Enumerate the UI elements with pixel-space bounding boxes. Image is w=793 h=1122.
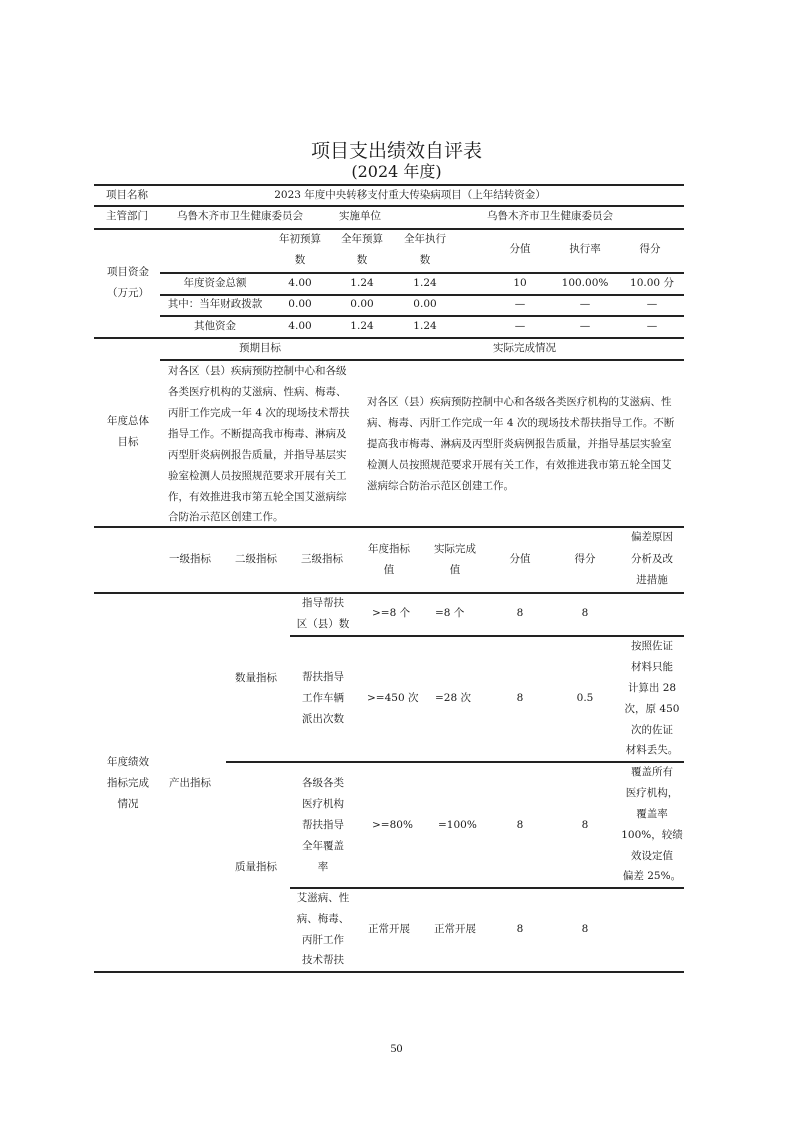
document-subtitle: (2024 年度) bbox=[351, 162, 442, 181]
funds-header-score-value: 分值 bbox=[509, 243, 531, 255]
target-value: >=450 次 bbox=[367, 692, 419, 704]
funds-row-score-value: — bbox=[514, 320, 526, 332]
deviation-text: 次，原 450 bbox=[624, 703, 680, 715]
header-level2: 二级指标 bbox=[235, 553, 277, 565]
deviation-text: 100%，较绩 bbox=[621, 829, 683, 841]
text-line: 合防治示范区创建工作。 bbox=[168, 511, 284, 523]
score-value: 8 bbox=[516, 607, 524, 619]
level2-quality-label: 质量指标 bbox=[235, 861, 277, 873]
project-name-value: 2023 年度中央转移支付重大传染病项目（上年结转资金） bbox=[274, 189, 546, 201]
funds-header-executed: 数 bbox=[419, 254, 431, 266]
impl-value: 乌鲁木齐市卫生健康委员会 bbox=[487, 210, 613, 222]
text-line: 丙型肝炎病例报告质量，并指导基层实 bbox=[168, 449, 347, 461]
level3-text: 病、梅毒、 bbox=[296, 913, 350, 925]
target-value: >=8 个 bbox=[372, 607, 411, 619]
level3-text: 率 bbox=[317, 861, 329, 873]
performance-section-label: 指标完成 bbox=[107, 777, 149, 789]
dept-label: 主管部门 bbox=[106, 210, 148, 222]
performance-section-label: 情况 bbox=[117, 798, 139, 810]
funds-row-score-value: 10 bbox=[513, 277, 527, 289]
performance-section-label: 年度绩效 bbox=[107, 756, 149, 768]
rule-bottom bbox=[94, 971, 684, 973]
text-line: 各类医疗机构的艾滋病、性病、梅毒、 bbox=[168, 386, 347, 398]
level3-text: 丙肝工作 bbox=[302, 934, 344, 946]
text-line: 提高我市梅毒、淋病及丙型肝炎病例报告质量，并指导基层实验室 bbox=[367, 438, 672, 450]
deviation-text: 偏差 25%。 bbox=[622, 870, 682, 882]
funds-row-rate: — bbox=[579, 298, 591, 310]
rule bbox=[94, 592, 684, 594]
level3-text: 派出次数 bbox=[302, 713, 344, 725]
funds-row-initial: 4.00 bbox=[288, 277, 312, 289]
text-line: 指导工作。不断提高我市梅毒、淋病及 bbox=[168, 428, 347, 440]
funds-header-rate: 执行率 bbox=[569, 243, 601, 255]
project-name-label: 项目名称 bbox=[106, 189, 148, 201]
deviation-text: 材料只能 bbox=[631, 661, 673, 673]
text-line: 检测人员按照规范要求开展有关工作，有效推进我市第五轮全国艾 bbox=[367, 459, 672, 471]
deviation-text: 效设定值 bbox=[631, 850, 673, 862]
deviation-text: 按照佐证 bbox=[631, 640, 673, 652]
header-actual: 实际完成 bbox=[434, 543, 476, 555]
header-deviation: 进措施 bbox=[636, 574, 668, 586]
funds-row-name: 其他资金 bbox=[194, 320, 236, 332]
target-value: >=80% bbox=[372, 819, 413, 831]
header-target: 值 bbox=[383, 564, 395, 576]
level3-text: 区（县）数 bbox=[296, 618, 350, 630]
funds-row-score: — bbox=[646, 320, 658, 332]
funds-label: 项目资金 bbox=[107, 266, 149, 278]
level2-quantity-label: 数量指标 bbox=[235, 672, 277, 684]
funds-header-initial: 年初预算 bbox=[279, 233, 321, 245]
goals-label: 年度总体 bbox=[107, 415, 149, 427]
score: 8 bbox=[581, 923, 589, 935]
funds-row-rate: 100.00% bbox=[561, 277, 609, 289]
target-value: 正常开展 bbox=[368, 923, 410, 935]
header-score-value: 分值 bbox=[509, 553, 531, 565]
actual-value: =100% bbox=[438, 819, 477, 831]
funds-row-annual: 1.24 bbox=[350, 320, 374, 332]
dept-value: 乌鲁木齐市卫生健康委员会 bbox=[177, 210, 303, 222]
header-deviation: 偏差原因 bbox=[631, 531, 673, 543]
deviation-text: 覆盖率 bbox=[636, 808, 668, 820]
expected-goal-header: 预期目标 bbox=[239, 342, 281, 354]
level1-output-label: 产出指标 bbox=[169, 777, 211, 789]
rule bbox=[94, 526, 684, 528]
deviation-text: 覆盖所有 bbox=[631, 766, 673, 778]
actual-result-header: 实际完成情况 bbox=[493, 342, 556, 354]
deviation-text: 计算出 28 bbox=[627, 682, 677, 694]
level3-text: 医疗机构 bbox=[302, 798, 344, 810]
score-value: 8 bbox=[516, 819, 524, 831]
text-line: 滋病综合防治示范区创建工作。 bbox=[367, 480, 514, 492]
actual-value: =28 次 bbox=[435, 692, 471, 704]
header-actual: 值 bbox=[449, 564, 461, 576]
funds-row-score: 10.00 分 bbox=[630, 277, 674, 289]
header-level1: 一级指标 bbox=[169, 553, 211, 565]
level3-text: 帮扶指导 bbox=[302, 819, 344, 831]
funds-row-initial: 0.00 bbox=[288, 298, 312, 310]
funds-row-score-value: — bbox=[514, 298, 526, 310]
score-value: 8 bbox=[516, 692, 524, 704]
page-number: 50 bbox=[390, 1041, 403, 1055]
funds-row-executed: 0.00 bbox=[413, 298, 437, 310]
funds-header-annual: 全年预算 bbox=[341, 233, 383, 245]
funds-label-unit: （万元） bbox=[107, 287, 149, 299]
rule bbox=[226, 761, 684, 763]
level3-text: 帮扶指导 bbox=[302, 671, 344, 683]
funds-row-annual: 0.00 bbox=[350, 298, 374, 310]
deviation-text: 医疗机构， bbox=[625, 787, 679, 799]
actual-value: =8 个 bbox=[435, 607, 465, 619]
level3-text: 技术帮扶 bbox=[302, 954, 344, 966]
score: 8 bbox=[581, 819, 589, 831]
level3-text: 指导帮扶 bbox=[302, 597, 344, 609]
goals-label: 目标 bbox=[117, 436, 139, 448]
level3-text: 各级各类 bbox=[302, 777, 344, 789]
level3-text: 全年覆盖 bbox=[302, 840, 344, 852]
header-target: 年度指标 bbox=[368, 543, 410, 555]
header-level3: 三级指标 bbox=[301, 553, 343, 565]
funds-row-executed: 1.24 bbox=[413, 277, 437, 289]
document-title: 项目支出绩效自评表 bbox=[310, 140, 482, 162]
level3-text: 艾滋病、性 bbox=[296, 892, 350, 904]
funds-row-rate: — bbox=[579, 320, 591, 332]
funds-header-executed: 全年执行 bbox=[404, 233, 446, 245]
funds-row-score: — bbox=[646, 298, 658, 310]
funds-header-score: 得分 bbox=[639, 243, 661, 255]
funds-row-annual: 1.24 bbox=[350, 277, 374, 289]
score: 8 bbox=[581, 607, 589, 619]
actual-value: 正常开展 bbox=[434, 923, 476, 935]
funds-row-name: 年度资金总额 bbox=[183, 277, 247, 289]
text-line: 作，有效推进我市第五轮全国艾滋病综 bbox=[168, 491, 347, 503]
score-value: 8 bbox=[516, 923, 524, 935]
deviation-text: 次的佐证 bbox=[631, 724, 673, 736]
text-line: 对各区（县）疾病预防控制中心和各级 bbox=[168, 365, 347, 377]
text-line: 验室检测人员按照规范要求开展有关工 bbox=[168, 470, 347, 482]
funds-row-name: 其中：当年财政拨款 bbox=[167, 298, 263, 310]
header-score: 得分 bbox=[574, 553, 596, 565]
text-line: 病、梅毒、丙肝工作完成一年 4 次的现场技术帮扶指导工作。不断 bbox=[367, 417, 675, 429]
impl-label: 实施单位 bbox=[339, 210, 381, 222]
funds-header-initial: 数 bbox=[294, 254, 306, 266]
funds-header-annual: 数 bbox=[356, 254, 368, 266]
text-line: 丙肝工作完成一年 4 次的现场技术帮扶 bbox=[168, 407, 350, 419]
text-line: 对各区（县）疾病预防控制中心和各级各类医疗机构的艾滋病、性 bbox=[367, 396, 672, 408]
funds-row-initial: 4.00 bbox=[288, 320, 312, 332]
deviation-text: 材料丢失。 bbox=[625, 744, 679, 756]
level3-text: 工作车辆 bbox=[302, 692, 344, 704]
score: 0.5 bbox=[576, 692, 594, 704]
funds-row-executed: 1.24 bbox=[413, 320, 437, 332]
header-deviation: 分析及改 bbox=[631, 553, 673, 565]
